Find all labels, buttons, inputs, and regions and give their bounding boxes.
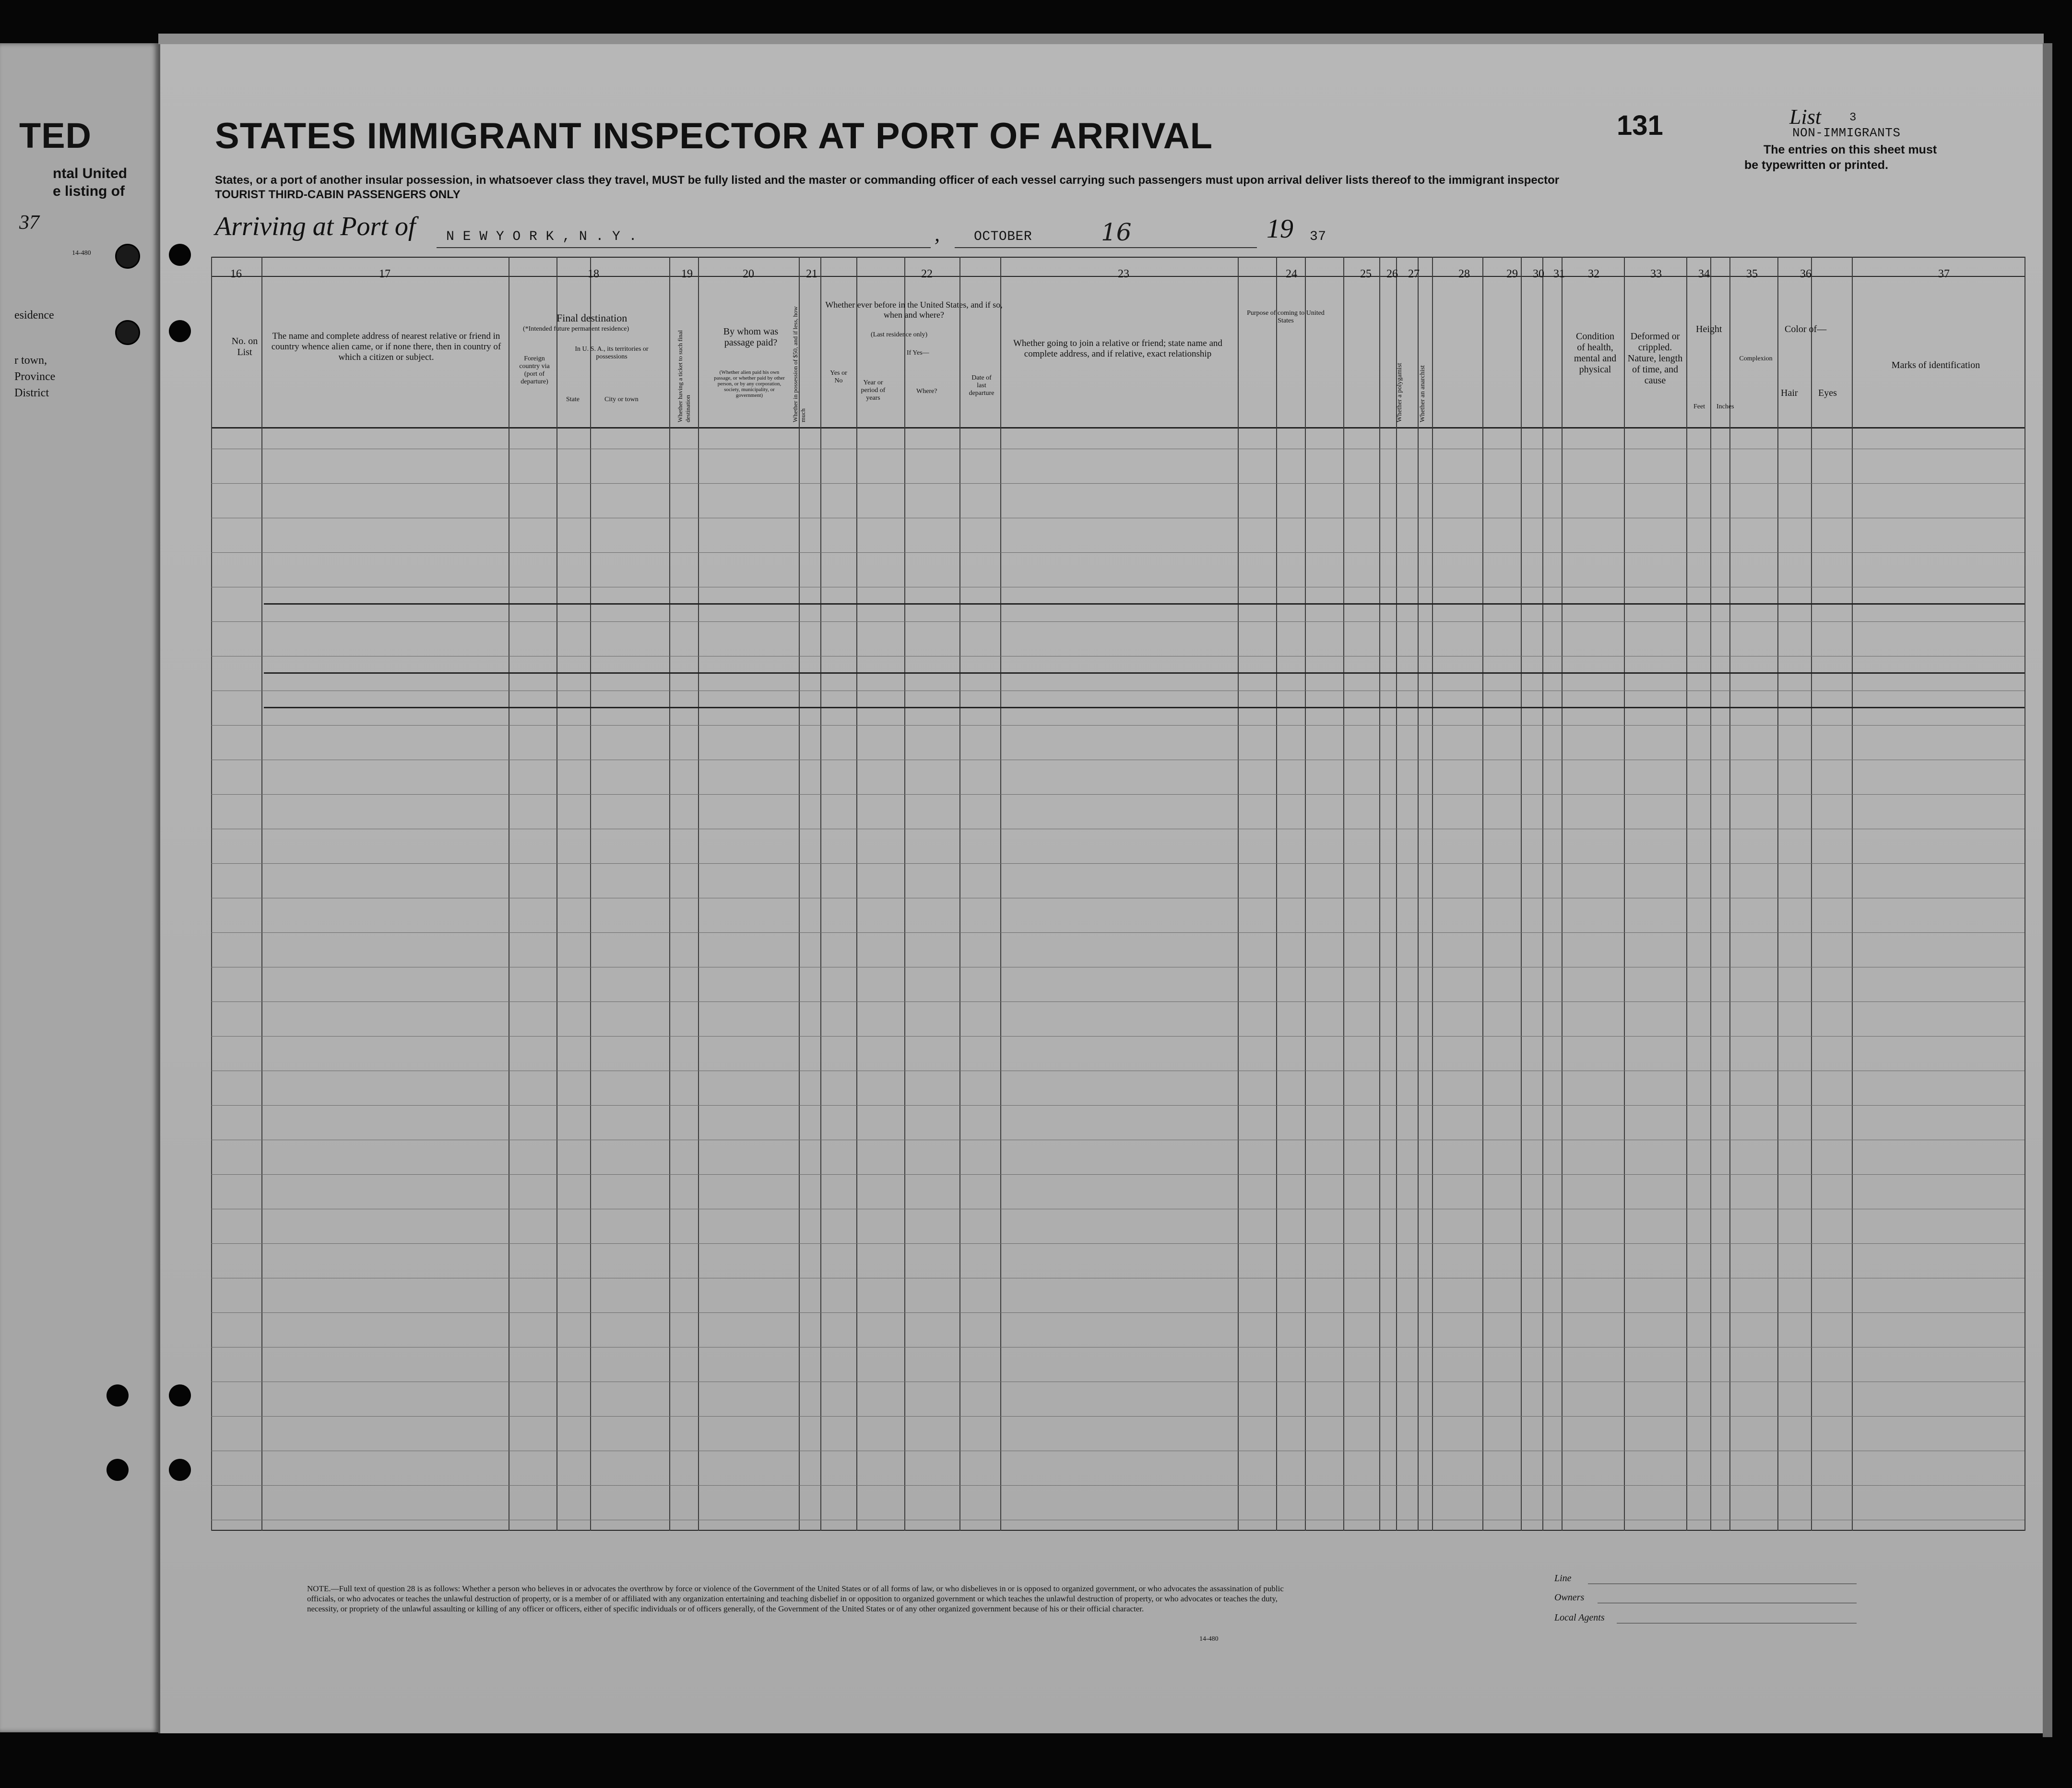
left-province-label: Province: [14, 370, 56, 383]
no-on-list-header: No. on List: [231, 336, 258, 358]
column-rule: [1432, 257, 1433, 1531]
column-rule: [211, 257, 212, 1531]
column-rule: [590, 257, 591, 1531]
table-bottom-border: [211, 1530, 2025, 1531]
city-header: City or town: [604, 396, 639, 403]
left-line-1: ntal United: [53, 166, 127, 181]
row-rule: [211, 1312, 2025, 1313]
complexion-header: Complexion: [1739, 355, 1773, 362]
column-rule: [1542, 257, 1543, 1531]
column-number: 34: [1698, 268, 1710, 280]
left-form-code: 14-480: [72, 250, 91, 257]
binder-hole-icon: [107, 1459, 129, 1481]
column-number: 36: [1800, 268, 1812, 280]
column-rule: [1379, 257, 1380, 1531]
column-rule: [959, 257, 960, 1531]
column-rule: [1521, 257, 1522, 1531]
column-number: 20: [743, 268, 754, 280]
condition-header: Condition of health, mental and physical: [1574, 331, 1617, 375]
column-rule: [1276, 257, 1277, 1531]
marks-header: Marks of identification: [1891, 360, 1980, 370]
in-usa-header: In U. S. A., its territories or possessions: [575, 346, 649, 360]
left-town-label: r town,: [14, 354, 47, 367]
hair-header: Hair: [1781, 388, 1798, 398]
column-number: 21: [806, 268, 817, 280]
column-rule: [856, 257, 857, 1531]
question-28-note: NOTE.—Full text of question 28 is as follows: Whether a person who believes in or advocates the overthrow by force or violence of the Government of the United States or of all forms of law, or who disbelieves in or is opposed to organized government, or who advocates the assassination of public officials, or who advocates or teaches the unlawful destruction of property, or is a member of or affiliated with any organization entertaining and teaching disbelief in or opposition to organized government or which teaches the unlawful destruction of property, or who advocates or teaches the duty, necessity, or propriety of the unlawful assaulting or killing of any officer or officers, either of specific individuals or of officers generally, of the Government of the United States or of any other organized government because of his or their official character.: [307, 1584, 1284, 1613]
column-rule: [261, 257, 262, 1531]
list-note-1: The entries on this sheet must: [1764, 143, 1937, 156]
row-rule: [211, 932, 2025, 933]
row-rule: [211, 552, 2025, 553]
list-label: List: [1789, 105, 1822, 129]
arrival-month: OCTOBER: [974, 229, 1032, 244]
ticket-header: Whether having a ticket to such final destination: [676, 330, 691, 422]
column-rule: [799, 257, 800, 1531]
line-label: Line: [1554, 1573, 1572, 1584]
column-rule: [1396, 257, 1397, 1531]
arrival-year-prefix: 19: [1267, 214, 1293, 244]
left-residence-label: esidence: [14, 309, 54, 322]
relative-header: The name and complete address of nearest relative or friend in country whence alien came, or if none there, then in country of which a citizen or subject.: [271, 331, 501, 362]
column-number: 16: [230, 268, 242, 280]
column-number: 37: [1938, 268, 1950, 280]
left-line-2: e listing of: [53, 183, 125, 199]
purpose-header: Purpose of coming to United States: [1247, 310, 1325, 324]
row-rule: [211, 725, 2025, 726]
column-number: 18: [588, 268, 599, 280]
row-rule: [211, 1174, 2025, 1175]
binder-hole-icon: [107, 1384, 129, 1407]
anarchist-header: Whether an anarchist: [1419, 365, 1426, 422]
list-note-2: be typewritten or printed.: [1744, 158, 1889, 172]
feet-header: Feet: [1693, 403, 1705, 410]
row-rule: [211, 1001, 2025, 1002]
final-destination-note: (*Intended future permanent residence): [523, 325, 629, 333]
row-rule: [211, 621, 2025, 622]
color-of-header: Color of—: [1785, 324, 1827, 334]
arrival-port: N E W Y O R K , N . Y .: [446, 229, 637, 244]
row-rule: [211, 483, 2025, 484]
left-district-label: District: [14, 387, 49, 399]
manifest-sheet: [158, 44, 2046, 1733]
yes-no-header: Yes or No: [830, 370, 847, 384]
column-rule: [1000, 257, 1001, 1531]
money-header: Whether in possession of $50, and if less, how much: [792, 306, 806, 422]
row-rule: [211, 863, 2025, 864]
inches-header: Inches: [1717, 403, 1734, 410]
arrival-day: 16: [1101, 218, 1132, 246]
binder-hole-icon: [169, 244, 191, 266]
owners-label: Owners: [1554, 1592, 1585, 1603]
column-rule: [1729, 257, 1730, 1531]
if-yes-label: If Yes—: [907, 349, 929, 357]
column-number: 28: [1458, 268, 1470, 280]
column-rule: [1710, 257, 1711, 1531]
strike-through-line: [264, 603, 2025, 605]
binder-hole-icon: [169, 1384, 191, 1407]
binder-hole-icon: [169, 320, 191, 342]
height-header: Height: [1696, 324, 1722, 334]
column-rule: [1852, 257, 1853, 1531]
strike-through-line: [264, 707, 2025, 708]
column-number: 32: [1588, 268, 1599, 280]
sheet-right-edge: [2043, 43, 2052, 1737]
column-number: 30: [1533, 268, 1544, 280]
page-title: STATES IMMIGRANT INSPECTOR AT PORT OF ARRIVAL: [215, 116, 1213, 156]
column-rule: [1482, 257, 1483, 1531]
arriving-label: Arriving at Port of: [215, 212, 416, 241]
table-top-border: [211, 257, 2025, 258]
footer-form-code: 14-480: [1199, 1635, 1219, 1643]
column-rule: [1686, 257, 1687, 1531]
column-number: 29: [1506, 268, 1518, 280]
column-rule: [1418, 257, 1419, 1531]
column-rule: [1238, 257, 1239, 1531]
previous-page-strip: [0, 43, 158, 1732]
left-line-3: 37: [19, 212, 39, 234]
state-header: State: [566, 396, 580, 403]
polygamist-header: Whether a polygamist: [1396, 363, 1403, 422]
deformed-header: Deformed or crippled. Nature, length of time, and cause: [1627, 331, 1683, 386]
passenger-class: TOURIST THIRD-CABIN PASSENGERS ONLY: [215, 188, 461, 201]
sheet-top-edge: [158, 34, 2044, 45]
port-underline: [437, 247, 931, 248]
page-subtitle: States, or a port of another insular possession, in whatsoever class they travel, MUST be fully listed and the master or commanding officer of each vessel carrying such passengers must upon arrival deliver lists thereof to the immigrant inspector: [215, 174, 1560, 187]
column-rule: [820, 257, 821, 1531]
page-number: 131: [1617, 110, 1663, 141]
strike-through-line: [264, 672, 2025, 674]
column-rule: [1562, 257, 1563, 1531]
left-title-fragment: TED: [19, 116, 92, 155]
row-rule: [211, 1416, 2025, 1417]
date-underline: [955, 247, 1257, 248]
column-rule: [1305, 257, 1306, 1531]
column-number: 19: [681, 268, 693, 280]
column-number: 26: [1386, 268, 1398, 280]
local-agents-label: Local Agents: [1554, 1612, 1605, 1623]
date-departure-header: Date of last departure: [969, 374, 995, 397]
column-number: 31: [1553, 268, 1565, 280]
list-number: 3: [1849, 111, 1857, 124]
column-number: 24: [1286, 268, 1297, 280]
row-rule: [211, 1485, 2025, 1486]
column-rule: [1777, 257, 1778, 1531]
column-rule: [698, 257, 699, 1531]
binder-hole-icon: [169, 1459, 191, 1481]
comma-glyph: ,: [935, 222, 940, 246]
column-number: 22: [921, 268, 933, 280]
foreign-country-header: Foreign country via (port of departure): [519, 355, 550, 385]
column-number: 23: [1118, 268, 1129, 280]
row-rule: [211, 794, 2025, 795]
last-residence-note: (Last residence only): [871, 331, 928, 338]
table-header-border: [211, 427, 2025, 429]
where-header: Where?: [916, 388, 937, 395]
row-rule: [211, 1105, 2025, 1106]
column-number: 33: [1650, 268, 1662, 280]
column-rule: [669, 257, 670, 1531]
column-number: 35: [1746, 268, 1758, 280]
row-rule: [211, 1036, 2025, 1037]
binder-hole-icon: [115, 320, 140, 345]
column-number: 27: [1408, 268, 1420, 280]
before-us-header: Whether ever before in the United States, and if so, when and where?: [825, 300, 1003, 320]
joining-header: Whether going to join a relative or friend; state name and complete address, and if relative, exact relationship: [1013, 338, 1222, 359]
paid-by-header: By whom was passage paid?: [723, 326, 779, 348]
final-destination-header: Final destination: [556, 312, 628, 324]
column-rule: [556, 257, 557, 1531]
column-rule: [1624, 257, 1625, 1531]
column-rule: [1343, 257, 1344, 1531]
paid-by-note: (Whether alien paid his own passage, or whether paid by other person, or by any corporation, society, municipality, or government): [714, 370, 785, 398]
list-type: NON-IMMIGRANTS: [1792, 126, 1901, 140]
year-period-header: Year or period of years: [861, 379, 886, 402]
column-number: 17: [379, 268, 391, 280]
row-rule: [211, 1243, 2025, 1244]
arrival-year-suffix: 37: [1310, 229, 1326, 244]
column-number: 25: [1360, 268, 1372, 280]
eyes-header: Eyes: [1818, 388, 1837, 398]
column-rule: [904, 257, 905, 1531]
column-rule: [1811, 257, 1812, 1531]
binder-hole-icon: [115, 244, 140, 269]
